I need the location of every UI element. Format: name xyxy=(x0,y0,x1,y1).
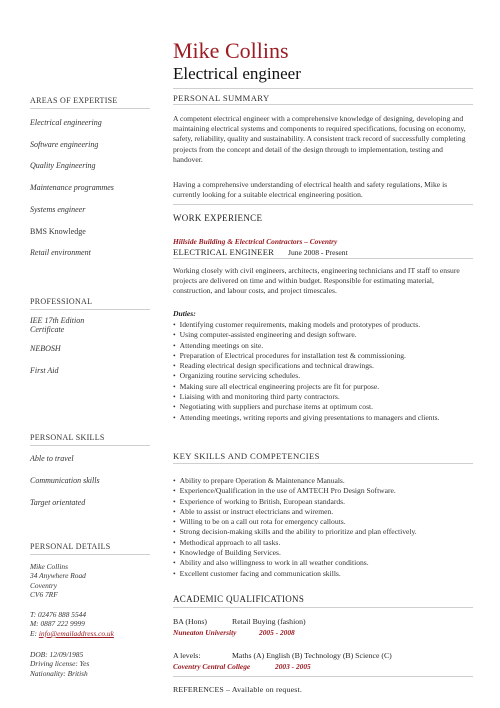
work-divider xyxy=(173,258,473,259)
candidate-name: Mike Collins xyxy=(173,38,289,63)
expertise-heading: AREAS OF EXPERTISE xyxy=(30,96,118,105)
summary-bottom-divider xyxy=(173,204,473,205)
professional-divider xyxy=(30,309,150,310)
mobile: M: 0887 222 9999 xyxy=(30,619,85,629)
expertise-item: BMS Knowledge xyxy=(30,227,86,236)
duty-item: • Organizing routine servicing schedules. xyxy=(173,371,473,381)
duty-item: • Reading electrical design specifications and technical drawings. xyxy=(173,361,473,371)
professional-item: NEBOSH xyxy=(30,344,61,353)
duty-item: • Attending meetings, writing reports and giving presentations to managers and clients. xyxy=(173,413,473,423)
college-dates: 2003 - 2005 xyxy=(275,662,311,671)
university: Nuneaton University xyxy=(173,628,237,637)
duty-item: • Identifying customer requirements, making models and prototypes of products. xyxy=(173,320,473,330)
details-heading: PERSONAL DETAILS xyxy=(30,542,111,551)
key-skills-list xyxy=(173,476,473,579)
summary-divider xyxy=(173,104,473,105)
email-row xyxy=(30,629,114,638)
skill-bullet: • Excellent customer facing and communication skills. xyxy=(173,569,473,579)
role-title: ELECTRICAL ENGINEER xyxy=(173,247,275,257)
expertise-item: Systems engineer xyxy=(30,205,86,214)
summary-paragraph: A competent electrical engineer with a comprehensive knowledge of designing, developing and maintaining electrical systems and components to required specifications, focusing on economy, safety, reliability, quality and sustainability. A consistent track record of successfully completing projects from the concept and detail of the design through to implementation, testing and handover. xyxy=(173,114,466,164)
degree-subject: Retail Buying (fashion) xyxy=(232,617,306,626)
duties-list xyxy=(173,320,473,423)
address-block xyxy=(30,562,86,600)
skills-heading: PERSONAL SKILLS xyxy=(30,433,105,442)
skill-bullet: • Experience of working to British, European standards. xyxy=(173,497,473,507)
email-label: E: xyxy=(30,628,39,638)
skill-bullet: • Knowledge of Building Services. xyxy=(173,548,473,558)
alevels-grades: Maths (A) English (B) Technology (B) Science (C) xyxy=(232,651,392,660)
skill-item: Able to travel xyxy=(30,454,74,463)
academic-heading: ACADEMIC QUALIFICATIONS xyxy=(173,594,305,604)
references: REFERENCES – Available on request. xyxy=(173,685,303,694)
work-heading: WORK EXPERIENCE xyxy=(173,213,263,223)
summary-heading: PERSONAL SUMMARY xyxy=(173,93,270,103)
role-dates: June 2008 - Present xyxy=(288,248,348,257)
key-skills-divider xyxy=(173,463,473,464)
skill-item: Target orientated xyxy=(30,498,86,507)
skill-bullet: • Experience/Qualification in the use of AMTECH Pro Design Software. xyxy=(173,486,473,496)
skill-bullet: • Methodical approach to all tasks. xyxy=(173,538,473,548)
professional-heading: PROFESSIONAL xyxy=(30,297,93,306)
alevels-label: A levels: xyxy=(173,651,201,660)
duty-item: • Making sure all electrical engineering projects are fit for purpose. xyxy=(173,382,473,392)
header-divider xyxy=(173,88,473,89)
skill-bullet: • Able to assist or instruct electricians and wiremen. xyxy=(173,507,473,517)
expertise-item: Maintenance programmes xyxy=(30,183,114,192)
expertise-item: Retail environment xyxy=(30,248,91,257)
skill-bullet: • Ability to prepare Operation & Maintenance Manuals. xyxy=(173,476,473,486)
address-line: Coventry xyxy=(30,580,58,590)
skills-divider xyxy=(30,445,150,446)
skill-bullet: • Willing to be on a call out rota for emergency callouts. xyxy=(173,517,473,527)
email-link[interactable]: info@emailaddress.co.uk xyxy=(38,628,114,638)
company-name: Hillside Building & Electrical Contractors – Coventry xyxy=(173,237,338,246)
professional-item: First Aid xyxy=(30,366,59,375)
job-title: Electrical engineer xyxy=(173,64,301,83)
academic-bottom-divider xyxy=(173,676,473,677)
duty-item: • Using computer-assisted engineering and design software. xyxy=(173,330,473,340)
nationality: Nationality: British xyxy=(30,668,88,678)
college: Coventry Central College xyxy=(173,662,251,671)
details-divider xyxy=(30,554,150,555)
expertise-divider xyxy=(30,108,150,109)
skill-item: Communication skills xyxy=(30,476,100,485)
duties-label: Duties: xyxy=(173,309,196,318)
driving-license: Driving license: Yes xyxy=(30,659,90,669)
university-dates: 2005 - 2008 xyxy=(259,628,295,637)
address-line: 34 Anywhere Road xyxy=(30,571,86,581)
address-line: Mike Collins xyxy=(30,562,68,571)
address-line: CV6 7RF xyxy=(30,590,58,600)
expertise-item: Software engineering xyxy=(30,140,99,149)
degree: BA (Hons) xyxy=(173,617,208,626)
date-of-birth: DOB: 12/09/1985 xyxy=(30,650,84,659)
duty-item: • Liaising with and monitoring third party contractors. xyxy=(173,392,473,402)
key-skills-heading: KEY SKILLS AND COMPETENCIES xyxy=(173,451,320,461)
duty-item: • Attending meetings on site. xyxy=(173,341,473,351)
skill-bullet: • Strong decision-making skills and the ability to prioritize and plan effectively. xyxy=(173,527,473,537)
academic-divider xyxy=(173,607,473,608)
professional-item: IEE 17th Edition xyxy=(30,316,85,325)
duty-item: • Preparation of Electrical procedures for installation test & commissioning. xyxy=(173,351,473,361)
skill-bullet: • Ability and also willingness to work in all weather conditions. xyxy=(173,558,473,568)
work-description: Working closely with civil engineers, architects, engineering technicians and IT staff to ensure projects are delivered on time and within budget. Responsible for estimating material, construction, and labour costs, and project timescales. xyxy=(173,266,460,296)
telephone: T: 02476 888 5544 xyxy=(30,610,87,619)
personal-info-block xyxy=(30,650,89,678)
summary-paragraph: Having a comprehensive understanding of electrical health and safety regulations, Mike is currently looking for a suitable electrical engineering position. xyxy=(173,180,448,200)
duty-item: • Negotiating with suppliers and purchase items at optimum cost. xyxy=(173,402,473,412)
professional-item: Certificate xyxy=(30,325,65,334)
contact-block xyxy=(30,610,114,638)
expertise-item: Quality Engineering xyxy=(30,161,96,170)
expertise-item: Electrical engineering xyxy=(30,118,102,127)
